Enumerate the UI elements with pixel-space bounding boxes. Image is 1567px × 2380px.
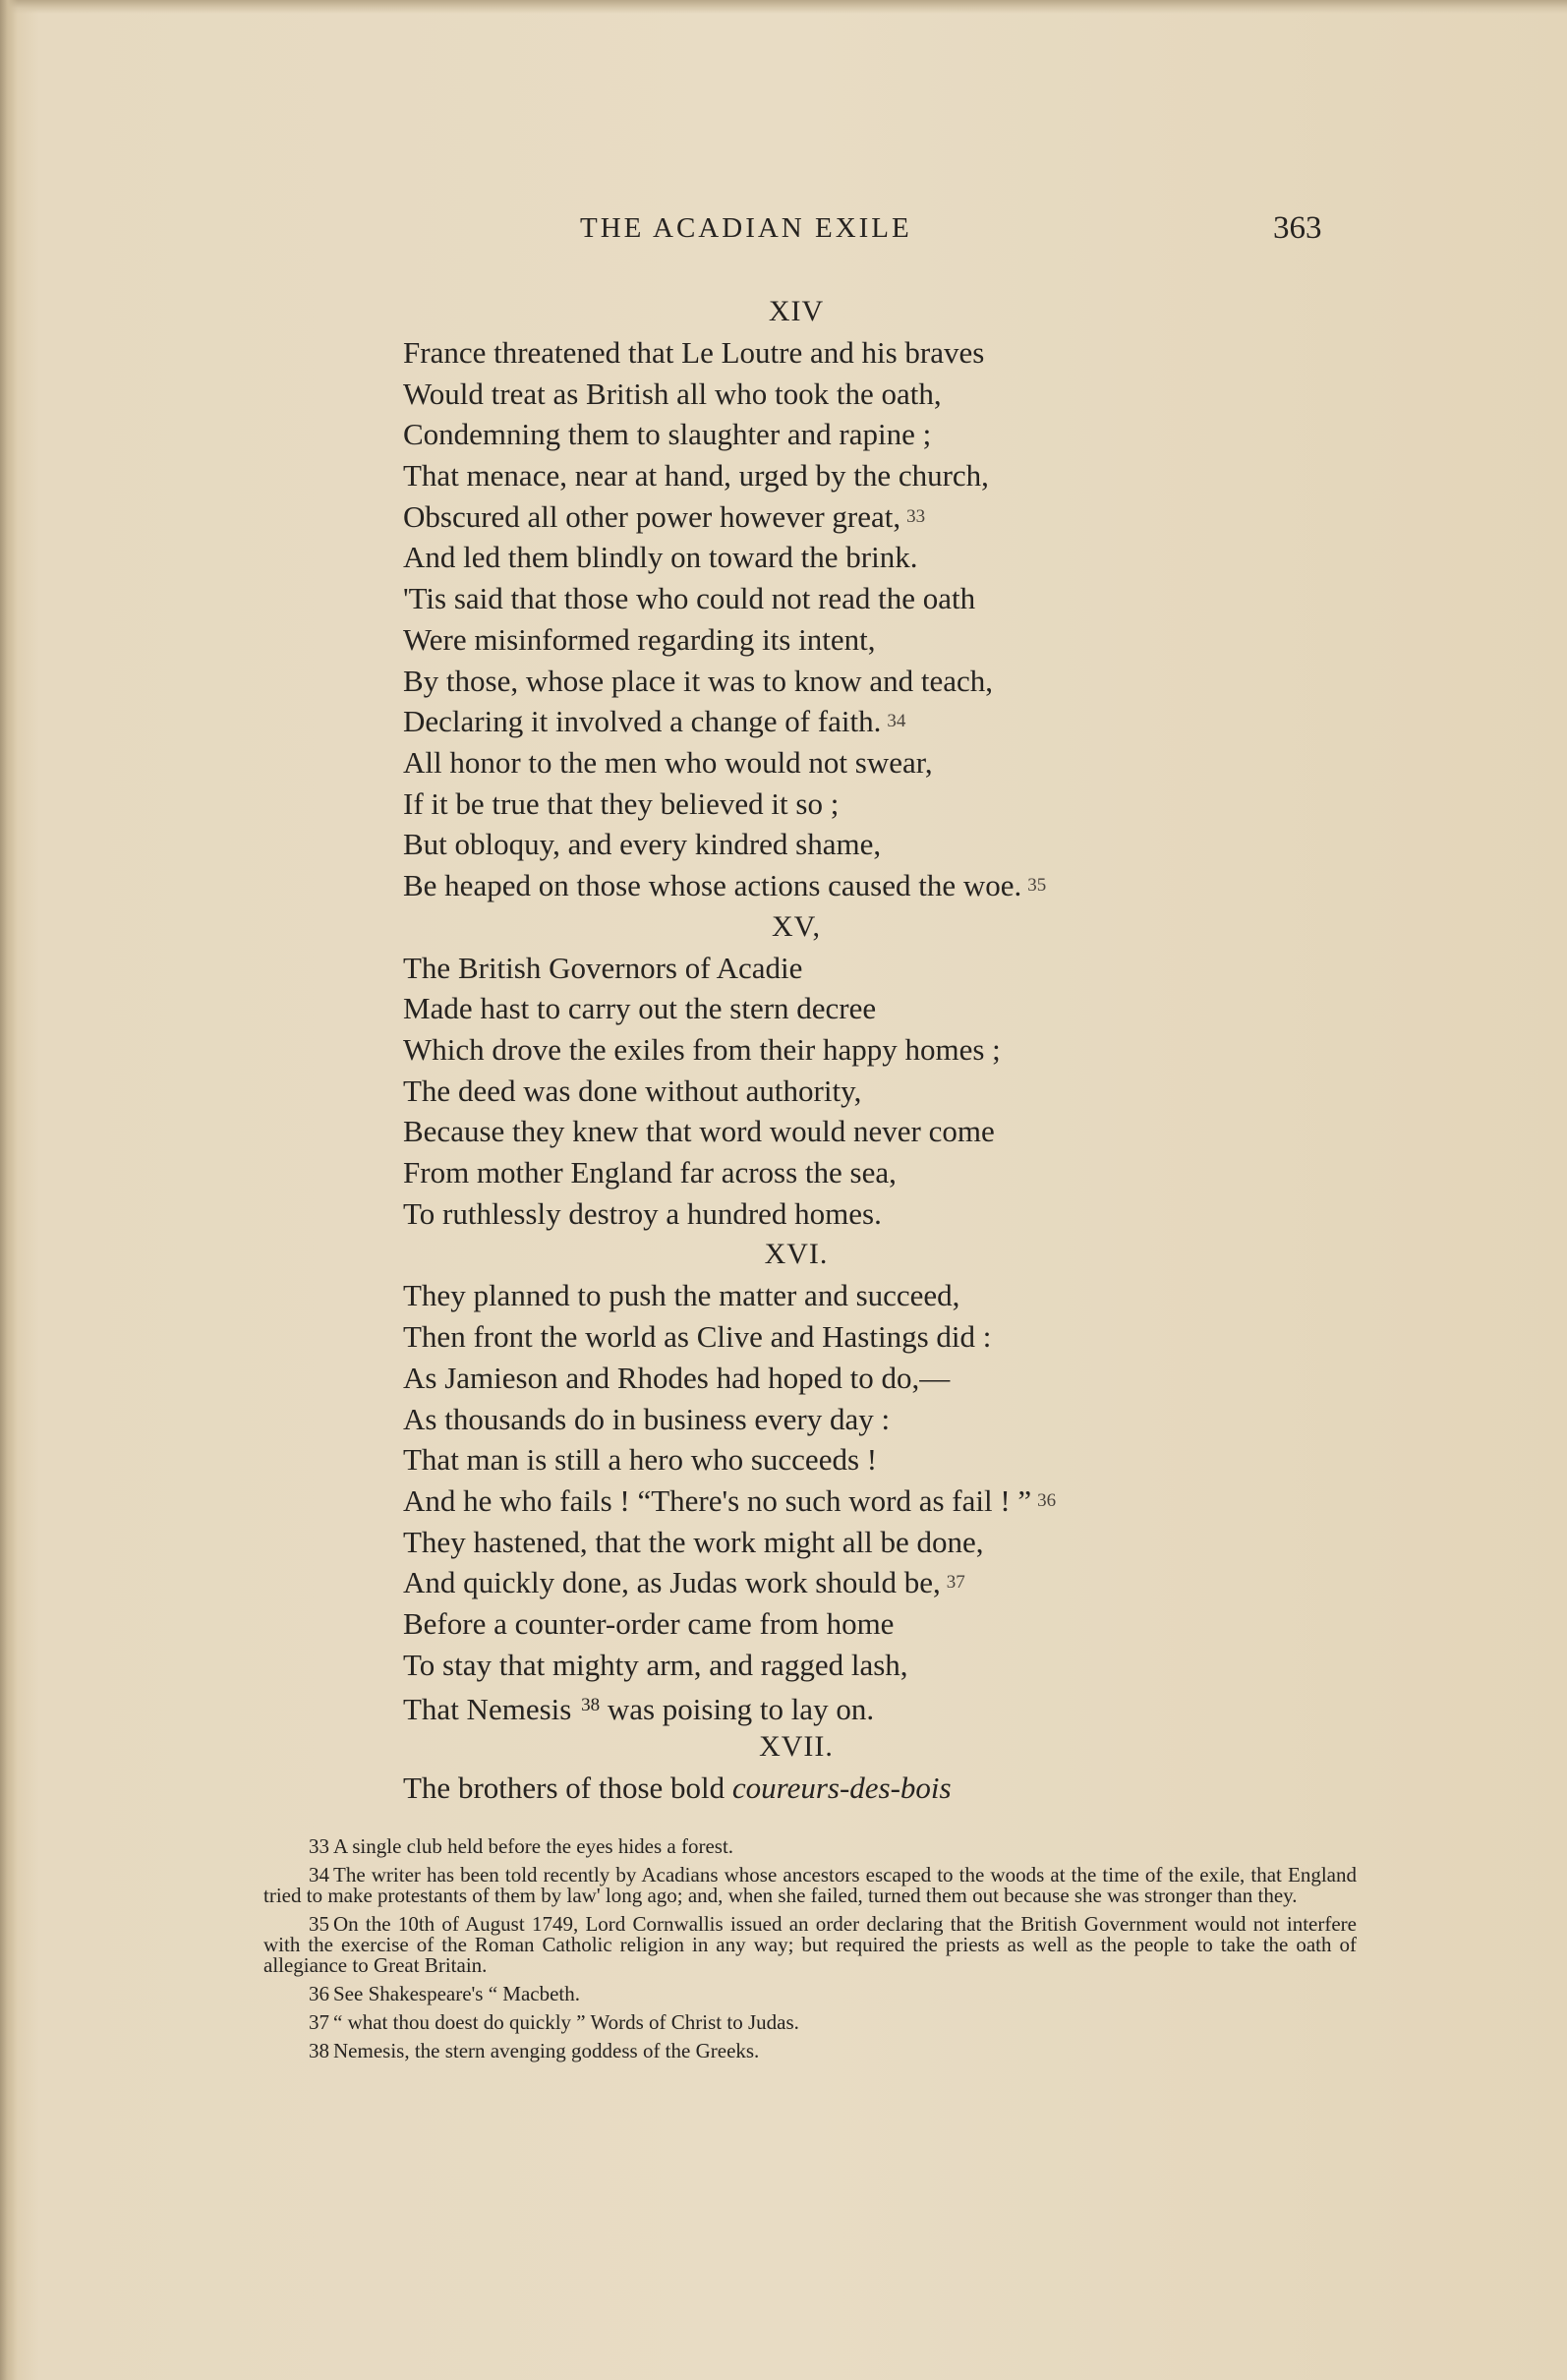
poem-line [403, 374, 1288, 415]
page-number: 363 [1273, 210, 1322, 246]
footnote [263, 1836, 1357, 1857]
poem-line [403, 455, 1288, 496]
poem-line [403, 1439, 1288, 1480]
poem-line [403, 1152, 1288, 1193]
poem-line-text: That menace, near at hand, urged by the church, [403, 458, 989, 493]
poem-line-text: By those, whose place it was to know and teach, [403, 663, 994, 698]
poem-line [403, 784, 1288, 825]
footnote-number: 33 [309, 1834, 329, 1858]
poem-line-text: Made hast to carry out the stern decree [403, 991, 877, 1026]
poem-line [403, 1480, 1288, 1522]
footnote [263, 2012, 1357, 2033]
poem-line [403, 988, 1288, 1029]
footnote-ref: 34 [887, 711, 906, 732]
poem-line-text: Were misinformed regarding its intent, [403, 621, 876, 657]
poem-line-text: Then front the world as Clive and Hastings did : [403, 1319, 992, 1355]
footnote-text: The writer has been told recently by Acadians whose ancestors escaped to the woods at the time of the exile, that England tried to make protestants of them by law' long ago; and, when she failed, turned them out because she was stronger than they. [263, 1863, 1357, 1907]
stanza-number: XVII. [759, 1730, 834, 1763]
poem-line-text: The British Governors of Acadie [403, 950, 803, 985]
poem-line-text: The deed was done without authority, [403, 1073, 862, 1108]
footnote-ref: 36 [1037, 1489, 1057, 1511]
footnote [263, 1914, 1357, 1976]
poem-line-text: Which drove the exiles from their happy homes ; [403, 1032, 1001, 1067]
poem-line [403, 1603, 1288, 1645]
running-title: THE ACADIAN EXILE [580, 212, 912, 244]
poem-line-text: was poising to lay on. [600, 1692, 875, 1727]
stanza-number: XV, [772, 909, 821, 943]
poem-line [403, 1275, 1288, 1316]
poem-line [403, 414, 1288, 455]
poem-line-text: The brothers of those bold [403, 1770, 732, 1805]
poem-line [403, 742, 1288, 784]
poem-line [403, 948, 1288, 989]
poem-line-text: And he who fails ! “There's no such word as fail ! ” [403, 1482, 1032, 1518]
poem-line [403, 619, 1288, 661]
poem-line-text: Obscured all other power however great, [403, 498, 901, 534]
poem-line-text: Would treat as British all who took the oath, [403, 376, 942, 411]
footnote-text: On the 10th of August 1749, Lord Cornwallis issued an order declaring that the British Government would not interfere with the exercise of the Roman Catholic religion in any way; but required the priests as well as the people to take the oath of allegiance to Great Britain. [263, 1912, 1357, 1977]
page-top-edge [0, 0, 1567, 14]
poem-line [403, 1029, 1288, 1071]
poem-line-text: But obloquy, and every kindred shame, [403, 827, 882, 862]
poem-line-text: Declaring it involved a change of faith. [403, 704, 882, 739]
poem-line [403, 537, 1288, 578]
footnote-number: 35 [309, 1912, 329, 1936]
poem-body [403, 291, 1288, 1809]
poem-line-text: 'Tis said that those who could not read the oath [403, 581, 976, 616]
footnote [263, 2041, 1357, 2061]
poem-line [403, 1399, 1288, 1440]
footnote [263, 1984, 1357, 2004]
footnote-text: “ what thou doest do quickly ” Words of Christ to Judas. [333, 2010, 799, 2034]
poem-line-text: As thousands do in business every day : [403, 1401, 891, 1436]
page-header [0, 210, 1567, 256]
poem-line-text: That man is still a hero who succeeds ! [403, 1442, 878, 1478]
poem-line-text: Because they knew that word would never come [403, 1114, 995, 1149]
poem-line-text: That Nemesis [403, 1692, 580, 1727]
poem-line-text: To stay that mighty arm, and ragged lash, [403, 1647, 908, 1682]
poem-line-italic: coureurs-des-bois [731, 1770, 952, 1805]
poem-line [403, 824, 1288, 865]
poem-line-text: Be heaped on those whose actions caused the woe. [403, 867, 1022, 902]
poem-line-text: As Jamieson and Rhodes had hoped to do,— [403, 1360, 951, 1395]
poem-line [403, 1685, 1288, 1726]
poem-line [403, 578, 1288, 619]
poem-line [403, 496, 1288, 538]
footnote-number: 36 [309, 1982, 329, 2005]
poem-line-text: They hastened, that the work might all be done, [403, 1524, 984, 1559]
stanza-list [403, 291, 1288, 1685]
footnote-number: 38 [309, 2039, 329, 2062]
poem-line [403, 1358, 1288, 1399]
footnote-ref: 33 [906, 505, 926, 527]
poem-line-text: And quickly done, as Judas work should be, [403, 1565, 941, 1600]
stanza-number: XVI. [764, 1238, 829, 1271]
poem-line [403, 1645, 1288, 1686]
footnote-number: 37 [309, 2010, 329, 2034]
poem-line-text: All honor to the men who would not swear, [403, 744, 933, 780]
poem-line-text: Condemning them to slaughter and rapine ; [403, 417, 932, 452]
poem-line [403, 1316, 1288, 1358]
poem-line [403, 1071, 1288, 1112]
footnote-ref: 38 [581, 1695, 601, 1716]
poem-line-text: From mother England far across the sea, [403, 1155, 897, 1190]
poem-line-text: France threatened that Le Loutre and his braves [403, 335, 985, 370]
poem-line-text: If it be true that they believed it so ; [403, 785, 840, 821]
poem-line [403, 701, 1288, 742]
footnote-ref: 37 [946, 1572, 965, 1594]
poem-line-text: And led them blindly on toward the brink. [403, 540, 918, 575]
poem-line [403, 1768, 1288, 1809]
footnotes [263, 1836, 1357, 2069]
poem-line [403, 661, 1288, 702]
poem-line [403, 865, 1288, 906]
footnote-text: Nemesis, the stern avenging goddess of the Greeks. [333, 2039, 760, 2062]
stanza-number: XIV [768, 295, 825, 327]
poem-line [403, 1111, 1288, 1152]
footnote-text: See Shakespeare's “ Macbeth. [333, 1982, 581, 2005]
poem-line [403, 1193, 1288, 1235]
poem-line [403, 1522, 1288, 1563]
footnote [263, 1865, 1357, 1906]
footnote-number: 34 [309, 1863, 329, 1887]
poem-line-text: To ruthlessly destroy a hundred homes. [403, 1195, 882, 1231]
poem-line [403, 332, 1288, 374]
page-binding-edge [0, 0, 18, 2380]
footnote-ref: 35 [1027, 874, 1047, 896]
poem-line-text: Before a counter-order came from home [403, 1605, 895, 1641]
poem-line [403, 1562, 1288, 1603]
footnote-text: A single club held before the eyes hides a forest. [333, 1834, 734, 1858]
poem-line-text: They planned to push the matter and succeed, [403, 1278, 960, 1313]
